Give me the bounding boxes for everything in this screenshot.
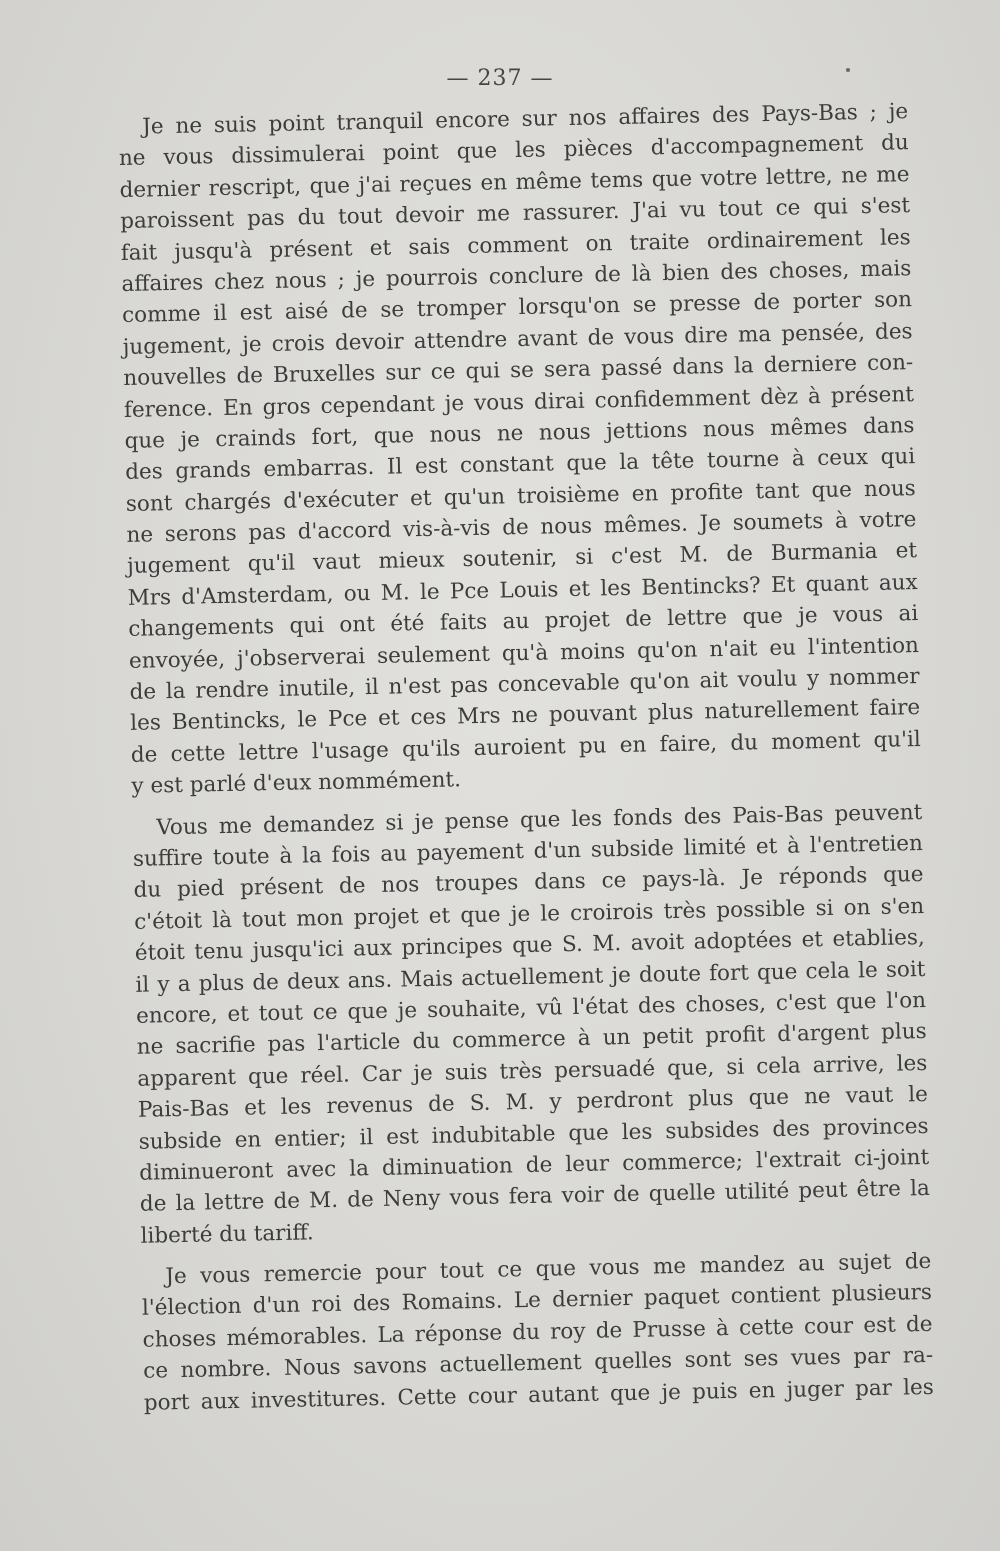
text-line: de la lettre de M. de Neny vous fera voir de quelle utilité peut être la (139, 1176, 931, 1218)
text-line: il y a plus de deux ans. Mais actuellement je doute fort que cela le soit (135, 956, 926, 998)
text-line: du pied présent de nos troupes dans ce pays-là. Je réponds que (133, 862, 924, 904)
text-line: envoyée, j'observerai seulement qu'à moins qu'on n'ait eu l'intention (128, 632, 920, 674)
text-line: Pais-Bas et les revenus de S. M. y perdront plus que ne vaut le (137, 1082, 929, 1123)
text-line: paroissent pas du tout devoir me rassurer. J'ai vu tout ce qui s'est (119, 193, 911, 235)
text-line: port aux investitures. Cette cour autant que je puis en juger par les (143, 1374, 935, 1416)
paragraph-2 (132, 797, 931, 1252)
text-line: liberté du tariff. (140, 1219, 314, 1249)
text-line: ne sacrifie pas l'article du commerce à un petit profit d'argent plus (136, 1019, 927, 1061)
text-line: changements qui ont été faits au projet de lettre que je vous ai (128, 601, 919, 643)
paragraph-3 (141, 1246, 934, 1419)
text-line: que je crainds fort, que nous ne nous jettions nous mêmes dans (124, 412, 915, 454)
text-line: diminueront avec la diminuation de leur commerce; l'extrait ci-joint (139, 1144, 930, 1186)
text-line: de la rendre inutile, il n'est pas concevable qu'on ait voulu y nommer (129, 664, 920, 705)
text-line: dernier rescript, que j'ai reçues en même tems que votre lettre, ne me (119, 161, 910, 203)
text-line: choses mémorables. La réponse du roy de Prusse à cette cour est de (142, 1311, 933, 1353)
text-line: c'étoit là tout mon projet et que je le croirois très possible si on s'en (134, 893, 925, 935)
text-line: apparent que réel. Car je suis très persuadé que, si cela arrive, les (137, 1050, 928, 1092)
text-line: y est parlé d'eux nommément. (131, 767, 462, 800)
text-line: Vous me demandez si je pense que les fonds des Pais-Bas peuvent (156, 799, 923, 840)
text-line: étoit tenu jusqu'ici aux principes que S. M. avoit adoptées et etablies, (134, 925, 925, 966)
text-line: les Bentincks, le Pce et ces Mrs ne pouvant plus naturellement faire (130, 695, 921, 737)
text-line: suffire toute à la fois au payement d'un subside limité et à l'entretien (132, 830, 924, 872)
text-line: comme il est aisé de se tromper lorsqu'on se presse de porter son (121, 287, 913, 329)
text-line: l'élection d'un roi des Romains. Le dernier paquet contient plusieurs (141, 1280, 933, 1322)
text-line: jugement, je crois devoir attendre avant de vous dire ma pensée, des (122, 318, 913, 360)
text-line: encore, et tout ce que je souhaite, vû l'état des choses, c'est que l'on (135, 987, 927, 1029)
body-text (118, 96, 934, 1419)
text-line: des grands embarras. Il est constant que la tête tourne à ceux qui (124, 444, 916, 486)
text-line: ference. En gros cependant je vous dirai confidemment dèz à présent (123, 381, 915, 423)
text-line: affaires chez nous ; je pourrois conclure de là bien des choses, mais (121, 256, 912, 297)
paragraph-1 (118, 96, 922, 802)
text-line: jugement qu'il vaut mieux soutenir, si c'est M. de Burmania et (126, 538, 918, 580)
text-line: Je vous remercie pour tout ce que vous me mandez au sujet de (165, 1248, 932, 1290)
text-line: ce nombre. Nous savons actuellement quelles sont ses vues par ra- (143, 1343, 934, 1384)
text-line: de cette lettre l'usage qu'ils auroient pu en faire, du moment qu'il (130, 726, 922, 768)
text-line: fait jusqu'à présent et sais comment on traite ordinairement les (120, 224, 911, 266)
text-line: sont chargés d'exécuter et qu'un troisième en profite tant que nous (125, 475, 916, 517)
text-line: Je ne suis point tranquil encore sur nos affaires des Pays-Bas ; je (142, 99, 909, 140)
text-line: ne serons pas d'accord vis-à-vis de nous mêmes. Je soumets à votre (126, 507, 917, 548)
text-line: Mrs d'Amsterdam, ou M. le Pce Louis et les Bentincks? Et quant aux (127, 569, 918, 611)
text-line: subside en entier; il est indubitable que les subsides des provinces (138, 1113, 929, 1155)
page-number: — 237 — (446, 66, 554, 91)
text-line: ne vous dissimulerai point que les pièces d'accompagnement du (118, 130, 910, 172)
text-line: nouvelles de Bruxelles sur ce qui se sera passé dans la derniere con- (123, 350, 914, 392)
